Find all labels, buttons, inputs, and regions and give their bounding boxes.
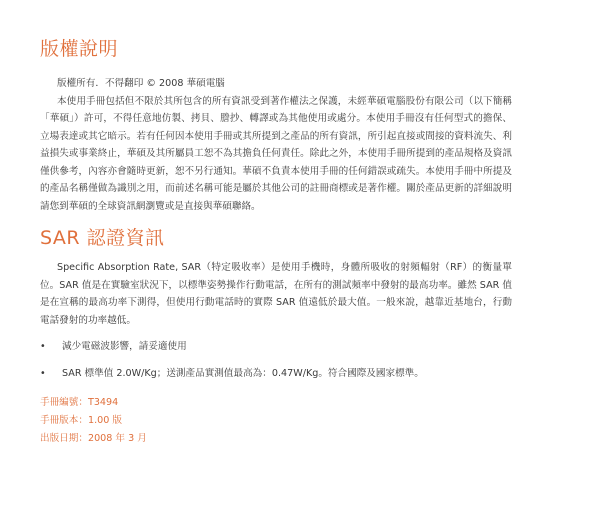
- copyright-body: 本使用手冊包括但不限於其所包含的所有資訊受到著作權法之保護，未經華碩電腦股份有限公司（以下簡稱「華碩」）許可，不得任意地仿製、拷貝、謄抄、轉譯或為其他使用或處分。本使用手冊沒有任何型式的擔保、立場表達或其它暗示。若有任何因本使用手冊或其所提到之產品的所有資訊，所引起直接或間接的資料流失、利益損失或事業終止，華碩及其所屬員工恕不為其擔負任何責任。除此之外，本使用手冊所提到的產品規格及資訊僅供參考，內容亦會隨時更新，恕不另行通知。華碩不負責本使用手冊的任何錯誤或疏失。本使用手冊中所提及的產品名稱僅做為識別之用，而前述名稱可能是屬於其他公司的註冊商標或是著作權。關於產品更新的詳細說明請您到華碩的全球資訊網瀏覽或是直接與華碩聯絡。: [40, 95, 512, 212]
- bullet-icon: •: [40, 341, 46, 352]
- sar-bullet-text: 減少電磁波影響，請妥適使用: [62, 341, 187, 352]
- manual-version: 手冊版本：1.00 版: [40, 415, 122, 426]
- bullet-icon: •: [40, 367, 46, 379]
- sar-bullet-item: [40, 338, 512, 356]
- copyright-heading: 版權說明: [40, 38, 119, 60]
- manual-number: 手冊編號：T3494: [40, 397, 119, 408]
- sar-bullet-list: [40, 338, 512, 382]
- sar-section: [40, 225, 512, 382]
- copyright-section: [40, 36, 512, 215]
- sar-bullet-item: [40, 365, 512, 383]
- sar-bullet-text: SAR 標準值 2.0W/Kg；送測產品實測值最高為：0.47W/Kg。符合國際及國家標準。: [62, 367, 424, 379]
- copyright-line: 版權所有．不得翻印 © 2008 華碩電腦: [57, 78, 225, 89]
- sar-body: Specific Absorption Rate, SAR（特定吸收率）是使用手機時，身體所吸收的射頻輻射（RF）的衡量單位。SAR 值是在實驗室狀況下，以標準姿勢操作行動電話，在所有的測試頻率中發射的最高功率。雖然 SAR 值是在宣稱的最高功率下測得，但使用行動電話時的實際 SAR 值遠低於最大值。一般來說，越靠近基地台，行動電話發射的功率越低。: [40, 262, 512, 326]
- publish-date: 出版日期：2008 年 3 月: [40, 433, 147, 444]
- document-page: [40, 36, 512, 448]
- sar-heading: SAR 認證資訊: [40, 227, 165, 249]
- manual-info: [40, 394, 512, 448]
